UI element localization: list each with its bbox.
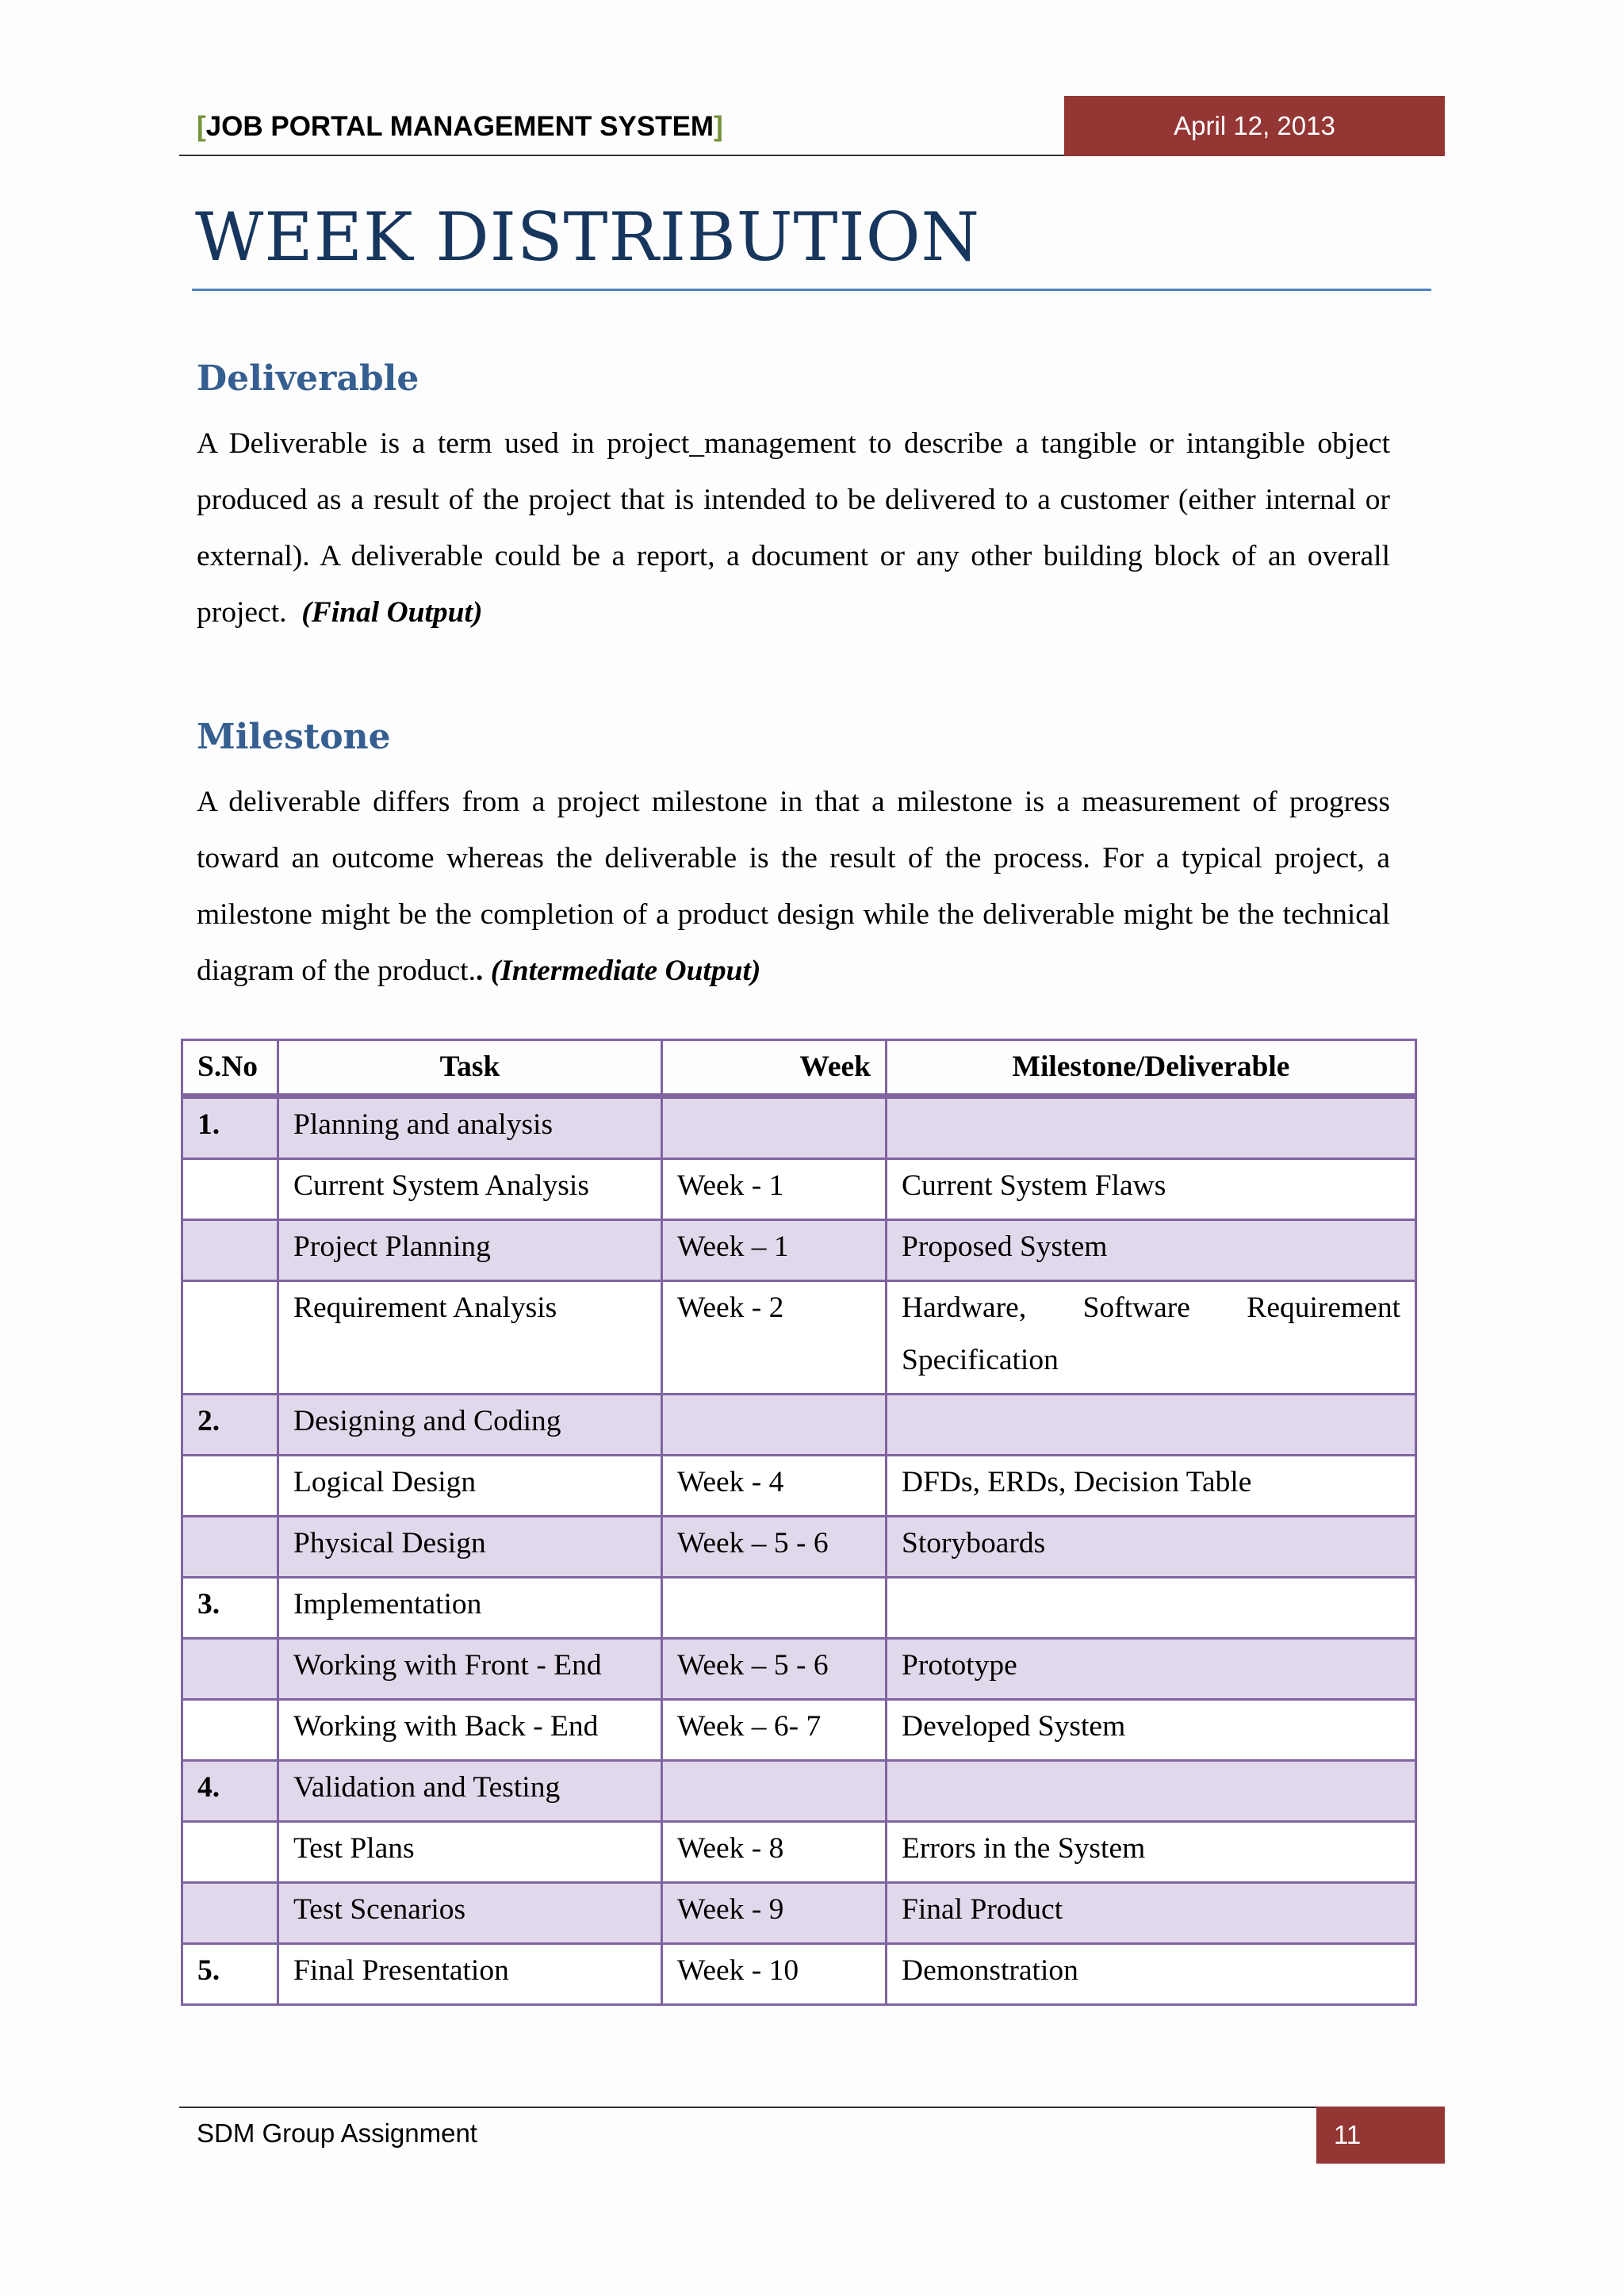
table-row [182, 1944, 1416, 2005]
table-row [182, 1395, 1416, 1456]
cell-sno: 4. [182, 1761, 278, 1822]
table-row [182, 1761, 1416, 1822]
cell-milestone [887, 1395, 1416, 1456]
cell-week [662, 1096, 887, 1159]
milestone-heading: Milestone [197, 717, 391, 757]
cell-task: Validation and Testing [278, 1761, 662, 1822]
cell-milestone [887, 1096, 1416, 1159]
table-row [182, 1883, 1416, 1944]
footer-label: SDM Group Assignment [197, 2118, 477, 2148]
cell-sno [182, 1159, 278, 1220]
cell-task: Current System Analysis [278, 1159, 662, 1220]
cell-task: Implementation [278, 1578, 662, 1639]
cell-task: Working with Front - End [278, 1639, 662, 1700]
cell-task: Planning and analysis [278, 1096, 662, 1159]
cell-milestone: Prototype [887, 1639, 1416, 1700]
cell-sno: 3. [182, 1578, 278, 1639]
header-week: Week [662, 1040, 887, 1096]
cell-milestone: Current System Flaws [887, 1159, 1416, 1220]
cell-week: Week - 4 [662, 1456, 887, 1517]
deliverable-paragraph [197, 415, 1390, 641]
cell-week [662, 1578, 887, 1639]
cell-sno: 2. [182, 1395, 278, 1456]
header-sno: S.No [182, 1040, 278, 1096]
cell-sno [182, 1883, 278, 1944]
milestone-text: A deliverable differs from a project milestone in that a milestone is a measurement of progress toward an outcome whereas the deliverable is the result of the process. For a typical project, a milestone might be the completion of a product design while the deliverable might be the technical diagram of the product. [197, 786, 1390, 987]
header-rule [179, 155, 1064, 156]
title-underline [192, 289, 1431, 291]
cell-sno [182, 1517, 278, 1578]
cell-sno [182, 1220, 278, 1281]
cell-milestone: DFDs, ERDs, Decision Table [887, 1456, 1416, 1517]
bracket-close: ] [714, 111, 723, 142]
table-row [182, 1096, 1416, 1159]
cell-task: Requirement Analysis [278, 1281, 662, 1395]
table-row [182, 1578, 1416, 1639]
cell-task: Test Scenarios [278, 1883, 662, 1944]
cell-milestone: Storyboards [887, 1517, 1416, 1578]
page-title: WEEK DISTRIBUTION [195, 198, 981, 276]
cell-week: Week - 9 [662, 1883, 887, 1944]
table-row [182, 1281, 1416, 1395]
cell-week [662, 1761, 887, 1822]
deliverable-heading: Deliverable [197, 358, 419, 399]
table-row [182, 1220, 1416, 1281]
cell-task: Project Planning [278, 1220, 662, 1281]
cell-week: Week – 5 - 6 [662, 1639, 887, 1700]
table-row [182, 1700, 1416, 1761]
cell-milestone: Developed System [887, 1700, 1416, 1761]
table-header-row [182, 1040, 1416, 1096]
cell-task: Logical Design [278, 1456, 662, 1517]
cell-week: Week – 1 [662, 1220, 887, 1281]
cell-milestone [887, 1761, 1416, 1822]
milestone-paragraph: A deliverable differs from a project milestone in that a milestone is a measurement of progress toward an outcome whereas the deliverable is the result of the process. For a typical project, a milestone might be the completion of a product design while the deliverable might be the technical diagram of the product.. (Intermediate Output) [197, 786, 1390, 987]
cell-week: Week - 2 [662, 1281, 887, 1395]
cell-task: Test Plans [278, 1822, 662, 1883]
bracket-open: [ [197, 111, 206, 142]
cell-week: Week - 8 [662, 1822, 887, 1883]
header-date: April 12, 2013 [1064, 96, 1445, 156]
cell-week: Week – 6- 7 [662, 1700, 887, 1761]
running-header-title [197, 111, 723, 143]
cell-milestone: Demonstration [887, 1944, 1416, 2005]
cell-sno [182, 1700, 278, 1761]
cell-sno [182, 1639, 278, 1700]
cell-week: Week - 1 [662, 1159, 887, 1220]
table-row [182, 1456, 1416, 1517]
cell-milestone: Final Product [887, 1883, 1416, 1944]
table-row [182, 1639, 1416, 1700]
cell-task: Designing and Coding [278, 1395, 662, 1456]
header-milestone: Milestone/Deliverable [887, 1040, 1416, 1096]
cell-sno: 5. [182, 1944, 278, 2005]
table-row [182, 1517, 1416, 1578]
table-row [182, 1822, 1416, 1883]
cell-sno [182, 1281, 278, 1395]
cell-milestone: Proposed System [887, 1220, 1416, 1281]
table-row [182, 1159, 1416, 1220]
footer-rule [179, 2107, 1316, 2108]
cell-milestone: Hardware, Software Requirement Specification [887, 1281, 1416, 1395]
header-task: Task [278, 1040, 662, 1096]
cell-sno [182, 1822, 278, 1883]
cell-task: Physical Design [278, 1517, 662, 1578]
cell-task: Final Presentation [278, 1944, 662, 2005]
cell-milestone: Errors in the System [887, 1822, 1416, 1883]
deliverable-text: A Deliverable is a term used in project_management to describe a tangible or intangible object produced as a result of the project that is intended to be delivered to a customer (either internal or external). A deliverable could be a report, a document or any other building block of an overall project. [197, 427, 1390, 629]
deliverable-emphasis: (Final Output) [301, 596, 483, 629]
document-title: JOB PORTAL MANAGEMENT SYSTEM [205, 111, 714, 142]
page-number: 11 [1316, 2107, 1445, 2164]
cell-task: Working with Back - End [278, 1700, 662, 1761]
cell-week [662, 1395, 887, 1456]
cell-week: Week - 10 [662, 1944, 887, 2005]
cell-milestone [887, 1578, 1416, 1639]
milestone-emphasis: (Intermediate Output) [490, 955, 761, 987]
cell-sno: 1. [182, 1096, 278, 1159]
cell-sno [182, 1456, 278, 1517]
cell-week: Week – 5 - 6 [662, 1517, 887, 1578]
week-distribution-table [181, 1039, 1417, 2006]
